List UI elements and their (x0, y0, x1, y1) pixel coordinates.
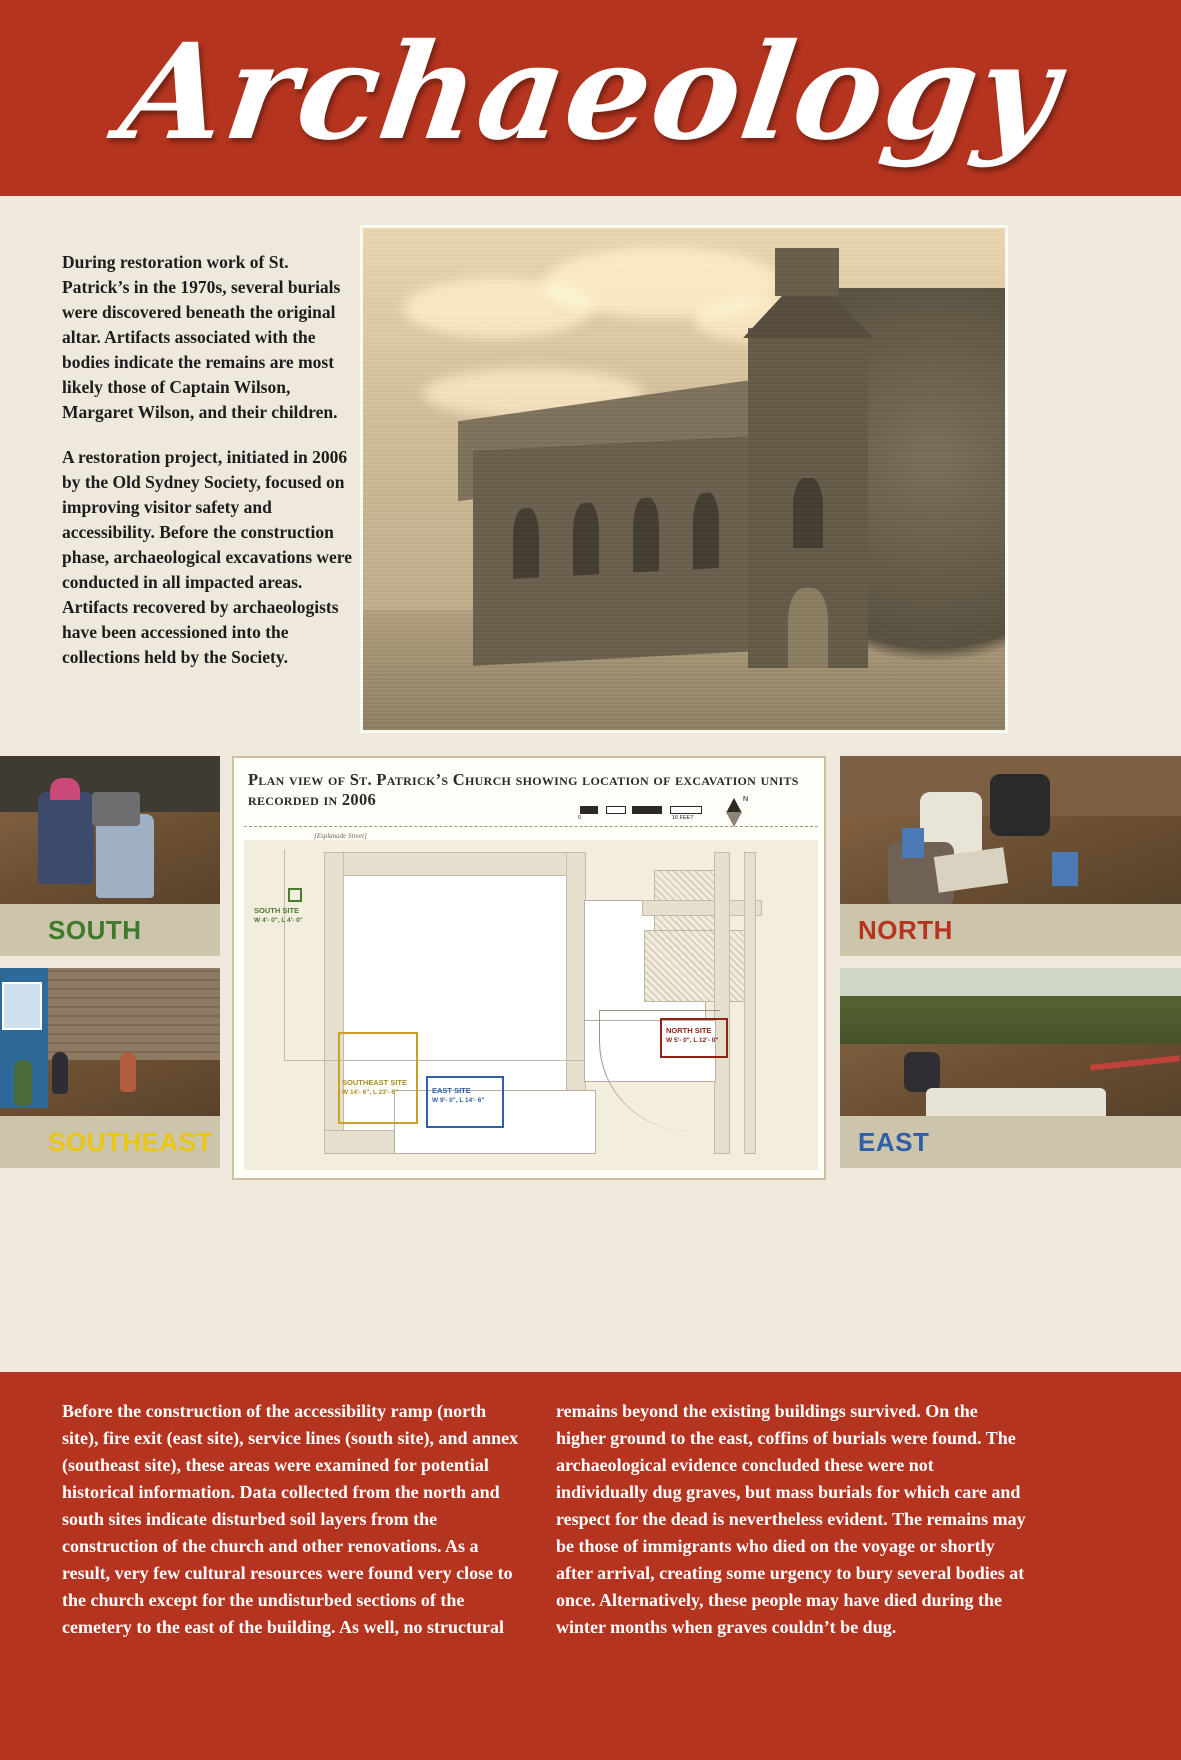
scale-end-label: 16 FEET (672, 815, 694, 821)
plan-unit-south[interactable] (288, 888, 302, 902)
plan-unit-east-label: EAST SITE W 9'- 0", L 14'- 6" (432, 1086, 485, 1104)
photo-card-east (840, 968, 1181, 1168)
intro-paragraph-2: A restoration project, initiated in 2006 by the Old Sydney Society, focused on improving visitor safety and accessibility. Before the construction phase, archaeological excavations were conducted in all impacted areas. Artifacts recovered by archaeologists have been accessioned into the collections held by the Society. (62, 447, 353, 667)
scale-start-label: 0 (578, 815, 582, 821)
photo-card-north (840, 756, 1181, 956)
north-caption-bar (840, 904, 1181, 956)
north-caption-label: NORTH (858, 914, 953, 945)
plan-divider (244, 826, 818, 827)
plan-unit-north-label: NORTH SITE W 5'- 0", L 12'- 0" (666, 1026, 719, 1044)
south-caption-bar (0, 904, 220, 956)
right-photo-strip (826, 756, 1181, 1180)
photo-grain-overlay (363, 228, 1005, 730)
plan-title: Plan view of St. Patrick’s Church showing location of excavation units recorded in 2006 (248, 770, 799, 809)
poster-header (0, 0, 1181, 196)
plan-scale-bar (578, 804, 700, 821)
bottom-text-left: Before the construction of the accessibility ramp (north site), fire exit (east site), service lines (south site), and annex (southeast site), these areas were examined for potential historical information. Data collected from the north and south sites indicate disturbed soil layers from the construction of the church and other renovations. As a result, very few cultural resources were found very close to the church except for the undisturbed sections of the cemetery to the east of the building. As well, no structural (62, 1401, 519, 1637)
photo-card-south (0, 756, 220, 956)
plan-drawing-canvas (244, 840, 818, 1170)
south-caption-label: SOUTH (48, 914, 142, 945)
page-title: Archaeology (112, 15, 1069, 170)
southeast-caption-label: SOUTHEAST (48, 1126, 213, 1157)
bottom-text-right: remains beyond the existing buildings survived. On the higher ground to the east, coffins of burials were found. The archaeological evidence concluded these were not individually dug graves, but mass burials for which care and respect for the dead is nevertheless evident. The remains may be those of immigrants who died on the voyage or shortly after arrival, creating some urgency to bury several bodies at once. Alternatively, these people may have died during the winter months when graves couldn’t be dug. (556, 1401, 1026, 1637)
plan-unit-south-label: SOUTH SITE W 4'- 0", L 4'- 0" (254, 906, 303, 924)
east-caption-bar (840, 1116, 1181, 1168)
compass-rose-icon (719, 796, 753, 830)
excavation-plan-figure (232, 756, 826, 1180)
photo-card-southeast (0, 968, 220, 1168)
left-photo-strip (0, 756, 232, 1180)
church-photograph (360, 225, 1008, 733)
plan-street-label: [Esplanade Street] (314, 832, 367, 840)
southeast-caption-bar (0, 1116, 220, 1168)
intro-paragraph-1: During restoration work of St. Patrick’s in the 1970s, several burials were discovered beneath the original altar. Artifacts associated with the bodies indicate the remains are most likely those of Captain Wilson, Margaret Wilson, and their children. (62, 252, 341, 422)
plan-unit-southeast-label: SOUTHEAST SITE W 14'- 6", L 23'- 6" (342, 1078, 408, 1096)
intro-text-column (62, 250, 352, 690)
compass-north-label: N (743, 796, 749, 803)
east-caption-label: EAST (858, 1126, 930, 1157)
